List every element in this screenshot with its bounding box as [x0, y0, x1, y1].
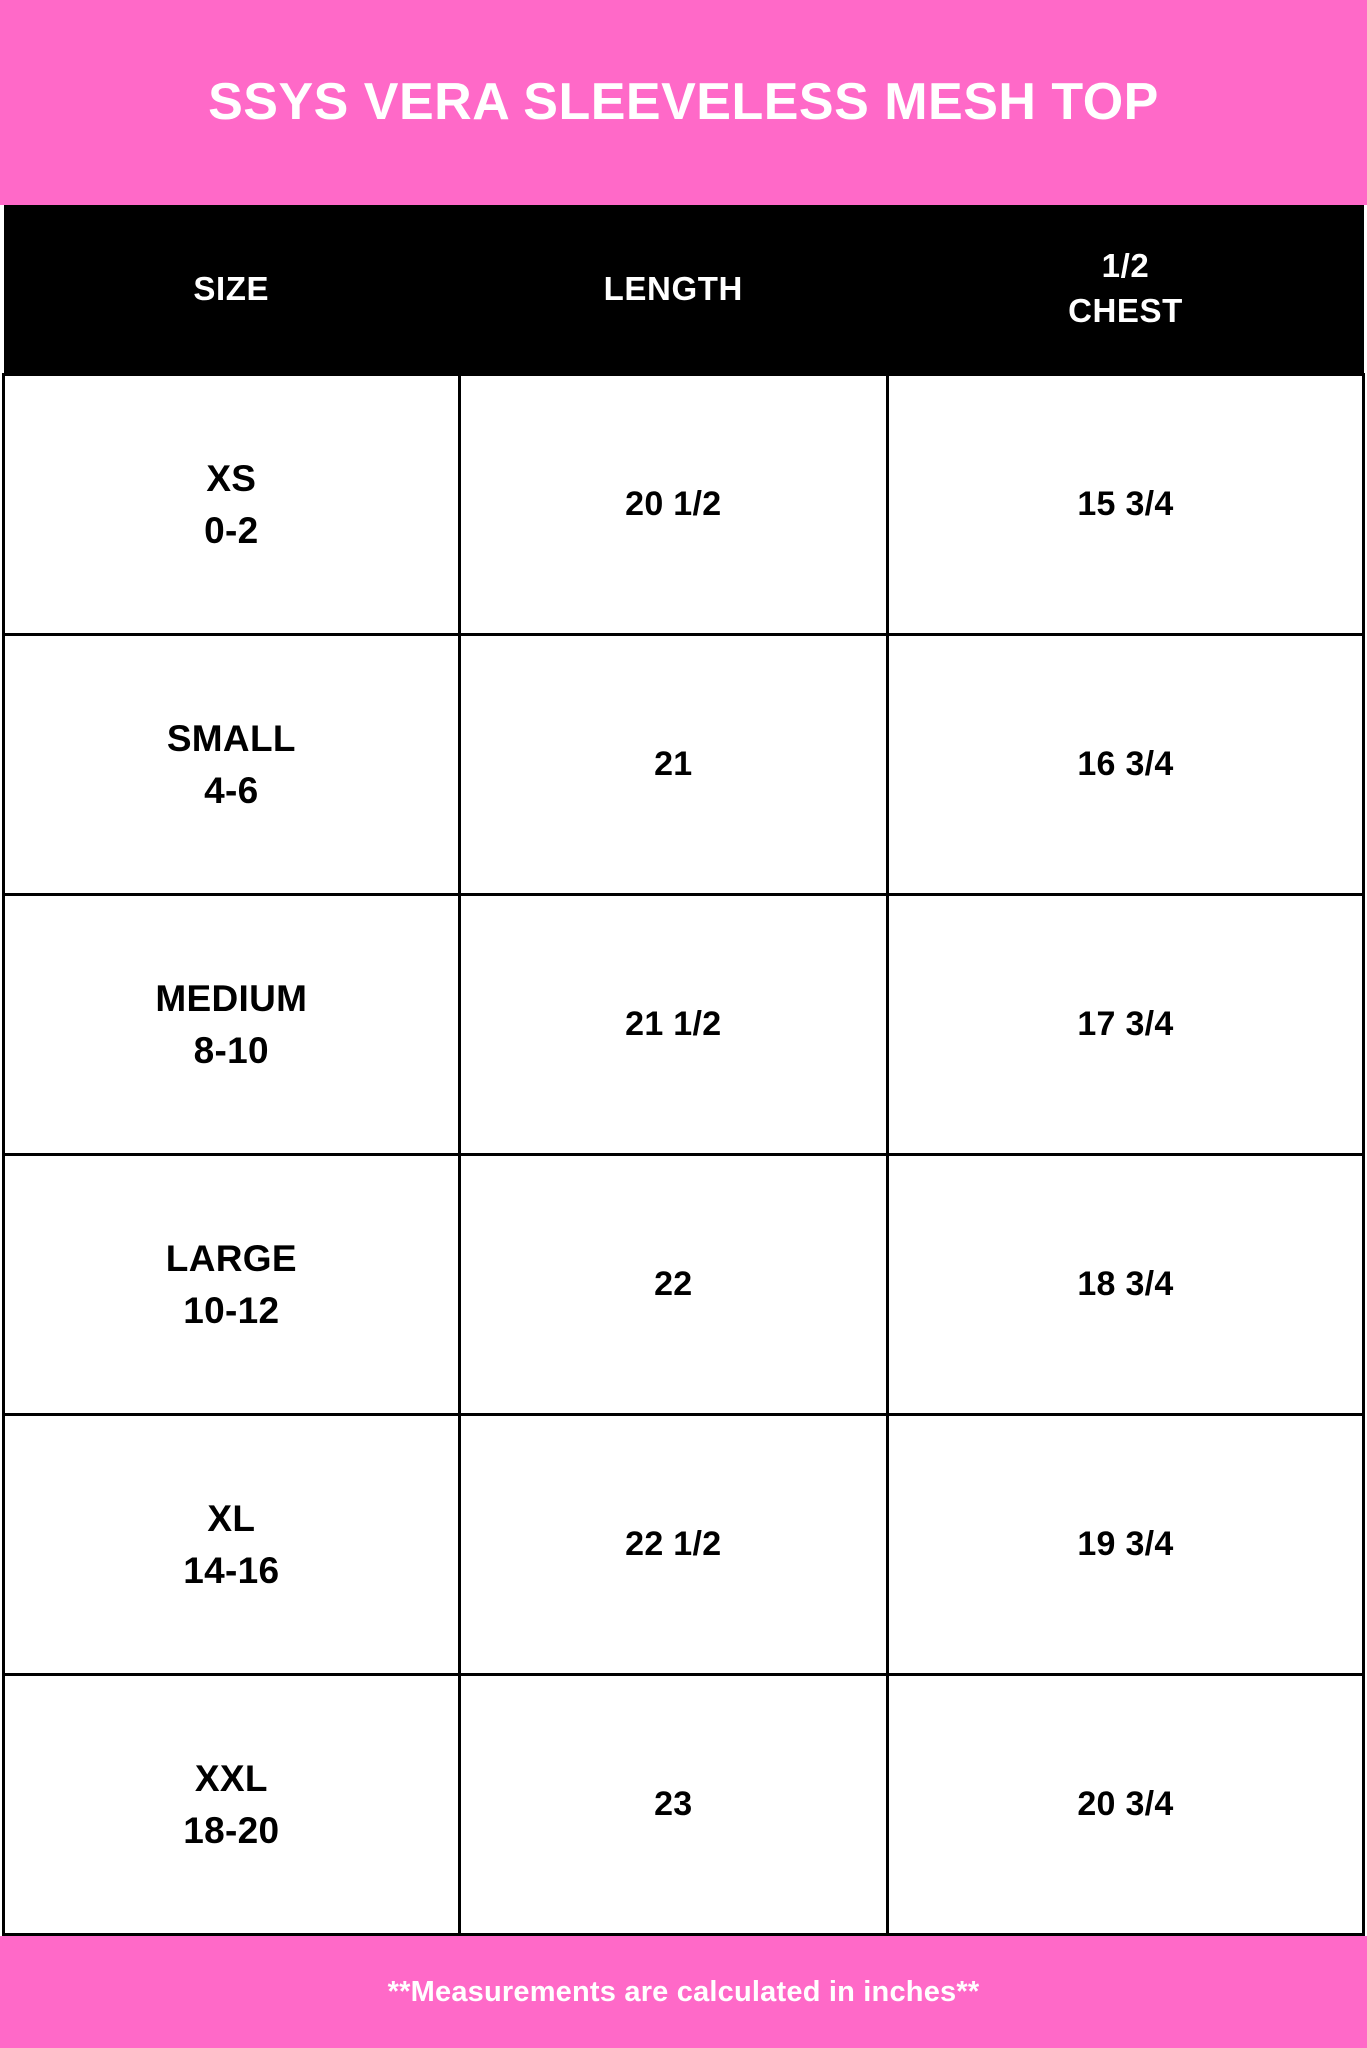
- size-table-container: [0, 205, 1367, 1936]
- cell-size: [4, 375, 460, 635]
- column-header-length: LENGTH: [459, 205, 887, 375]
- cell-size: [4, 895, 460, 1155]
- table-row: [4, 895, 1364, 1155]
- size-name: SMALL: [166, 718, 296, 760]
- size-range: 4-6: [204, 769, 259, 811]
- title-banner: [0, 0, 1367, 205]
- size-range: 0-2: [204, 509, 259, 551]
- size-table: [2, 205, 1365, 1936]
- cell-half-chest: 18 3/4: [887, 1155, 1363, 1415]
- size-name: LARGE: [165, 1238, 297, 1280]
- size-range: 14-16: [183, 1549, 280, 1591]
- size-range: 8-10: [193, 1029, 269, 1071]
- cell-length: 20 1/2: [459, 375, 887, 635]
- cell-length: 21: [459, 635, 887, 895]
- cell-half-chest: 15 3/4: [887, 375, 1363, 635]
- cell-length: 22: [459, 1155, 887, 1415]
- table-row: [4, 1155, 1364, 1415]
- cell-size: [4, 1675, 460, 1935]
- size-name: XS: [206, 458, 257, 500]
- footer-banner: [0, 1936, 1367, 2048]
- cell-size: [4, 635, 460, 895]
- table-row: [4, 1415, 1364, 1675]
- table-header: [4, 205, 1364, 375]
- size-name: XL: [207, 1498, 256, 1540]
- column-header-size: SIZE: [4, 205, 460, 375]
- table-row: [4, 1675, 1364, 1935]
- header-row: [4, 205, 1364, 375]
- cell-length: 23: [459, 1675, 887, 1935]
- cell-half-chest: 16 3/4: [887, 635, 1363, 895]
- cell-half-chest: 19 3/4: [887, 1415, 1363, 1675]
- footer-note: **Measurements are calculated in inches**: [387, 1975, 980, 2008]
- cell-half-chest: 20 3/4: [887, 1675, 1363, 1935]
- size-range: 10-12: [183, 1289, 280, 1331]
- cell-half-chest: 17 3/4: [887, 895, 1363, 1155]
- cell-length: 22 1/2: [459, 1415, 887, 1675]
- page-title: SSYS VERA SLEEVELESS MESH TOP: [208, 73, 1159, 132]
- table-row: [4, 375, 1364, 635]
- cell-size: [4, 1155, 460, 1415]
- column-header-half-chest: [887, 205, 1363, 375]
- size-name: MEDIUM: [155, 978, 308, 1020]
- size-name: XXL: [194, 1758, 268, 1800]
- column-header-half-chest-line1: 1/2: [1101, 247, 1150, 285]
- column-header-half-chest-line2: CHEST: [1068, 292, 1183, 329]
- table-row: [4, 635, 1364, 895]
- size-range: 18-20: [183, 1809, 280, 1851]
- table-body: [4, 375, 1364, 1935]
- cell-length: 21 1/2: [459, 895, 887, 1155]
- cell-size: [4, 1415, 460, 1675]
